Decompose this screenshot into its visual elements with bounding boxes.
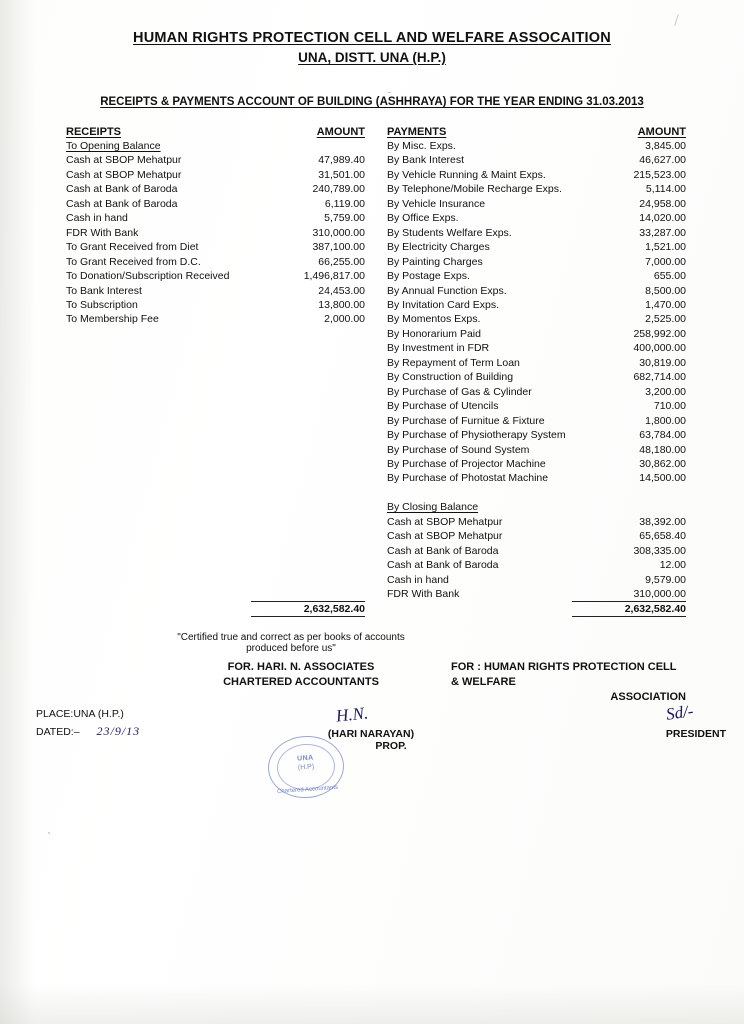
row-label: By Purchase of Projector Machine bbox=[387, 457, 546, 470]
row-label: Cash at SBOP Mehatpur bbox=[66, 168, 182, 181]
row-label: By Investment in FDR bbox=[387, 342, 490, 355]
row-amount: 48,180.00 bbox=[639, 443, 686, 456]
row-label: Cash in hand bbox=[66, 212, 128, 225]
row-amount: 2,525.00 bbox=[645, 313, 686, 326]
president-signature: Sd/- bbox=[664, 701, 695, 724]
section-spacer bbox=[387, 486, 686, 500]
row-amount: 9,579.00 bbox=[645, 573, 686, 586]
row-label: By Momentos Exps. bbox=[387, 313, 481, 326]
scan-artifact-2 bbox=[388, 92, 391, 93]
row-label: By Students Welfare Exps. bbox=[387, 226, 512, 239]
row-amount: 8,500.00 bbox=[645, 284, 686, 297]
scan-artifact-3 bbox=[48, 832, 50, 834]
row-amount: 3,200.00 bbox=[645, 385, 686, 398]
table-row bbox=[66, 226, 365, 240]
row-label: By Purchase of Utencils bbox=[387, 400, 499, 413]
row-label: By Repayment of Term Loan bbox=[387, 356, 520, 369]
receipts-opening-balance-amount bbox=[359, 139, 365, 153]
row-amount: 710.00 bbox=[653, 400, 686, 413]
date-value-handwritten: 23/9/13 bbox=[96, 724, 141, 738]
table-row bbox=[66, 312, 365, 326]
row-amount: 14,020.00 bbox=[639, 212, 686, 225]
table-row bbox=[387, 197, 686, 211]
row-label: Cash at SBOP Mehatpur bbox=[66, 154, 182, 167]
receipts-header-label: RECEIPTS bbox=[66, 126, 122, 138]
table-row bbox=[387, 153, 686, 167]
row-label: FDR With Bank bbox=[387, 588, 460, 601]
table-row bbox=[387, 544, 686, 558]
payments-closing-balance-amount bbox=[680, 500, 686, 514]
row-label: By Painting Charges bbox=[387, 255, 483, 268]
row-label: By Annual Function Exps. bbox=[387, 284, 507, 297]
stamp-line-2: (H.P) bbox=[297, 763, 315, 772]
row-label: By Vehicle Running & Maint Exps. bbox=[387, 168, 546, 181]
row-amount: 3,845.00 bbox=[645, 140, 686, 152]
row-label: By Construction of Building bbox=[387, 371, 514, 384]
table-row bbox=[387, 240, 686, 254]
row-label: By Vehicle Insurance bbox=[387, 197, 486, 210]
table-row bbox=[387, 312, 686, 326]
payments-closing-balance-row bbox=[387, 500, 686, 514]
payments-column bbox=[387, 126, 686, 601]
row-amount: 1,521.00 bbox=[645, 241, 686, 254]
row-label: Cash at Bank of Baroda bbox=[66, 183, 178, 196]
row-label: To Subscription bbox=[66, 298, 138, 311]
row-amount: 33,287.00 bbox=[639, 226, 686, 239]
table-row bbox=[387, 269, 686, 283]
row-label: Cash at Bank of Baroda bbox=[387, 544, 499, 557]
table-row bbox=[387, 385, 686, 399]
place-date-block bbox=[36, 706, 140, 741]
row-amount: 66,255.00 bbox=[318, 255, 365, 268]
row-label: FDR With Bank bbox=[66, 226, 139, 239]
scan-artifact-1 bbox=[674, 14, 679, 26]
row-label: By Postage Exps. bbox=[387, 270, 470, 283]
row-label: By Bank Interest bbox=[387, 154, 465, 167]
row-label: To Bank Interest bbox=[66, 284, 142, 297]
receipts-column-header bbox=[66, 126, 365, 138]
president-label: PRESIDENT bbox=[665, 728, 726, 740]
table-row bbox=[387, 298, 686, 312]
row-amount: 65,658.40 bbox=[639, 530, 686, 543]
row-label: Cash at Bank of Baroda bbox=[387, 559, 499, 572]
row-amount: 387,100.00 bbox=[312, 241, 365, 254]
organization-title: HUMAN RIGHTS PROTECTION CELL AND WELFARE ASSOCAITION bbox=[133, 30, 611, 46]
date-line bbox=[36, 723, 140, 741]
date-label: DATED:– bbox=[36, 726, 80, 738]
table-row bbox=[387, 515, 686, 529]
table-row bbox=[387, 182, 686, 196]
auditor-firm bbox=[186, 660, 416, 690]
row-amount: 24,453.00 bbox=[318, 284, 365, 297]
receipts-total-cell bbox=[66, 601, 365, 617]
auditor-signature: H.N. bbox=[335, 703, 370, 726]
row-amount: 2,000.00 bbox=[324, 313, 365, 326]
stamp-line-3: Chartered Accountants bbox=[276, 784, 339, 796]
table-row bbox=[387, 255, 686, 269]
row-amount: 6,119.00 bbox=[324, 197, 365, 210]
row-amount: 13,800.00 bbox=[318, 298, 365, 311]
row-label: By Purchase of Gas & Cylinder bbox=[387, 385, 532, 398]
table-row bbox=[66, 182, 365, 196]
statement-title: RECEIPTS & PAYMENTS ACCOUNT OF BUILDING (ASHHRAYA) FOR THE YEAR ENDING 31.03.2013 bbox=[100, 96, 644, 108]
row-amount: 5,759.00 bbox=[324, 212, 365, 225]
row-amount: 63,784.00 bbox=[639, 429, 686, 442]
row-label: By Telephone/Mobile Recharge Exps. bbox=[387, 183, 562, 196]
certification-block bbox=[66, 632, 686, 703]
table-row bbox=[66, 211, 365, 225]
row-amount: 5,114.00 bbox=[645, 183, 686, 196]
receipts-opening-balance-label: To Opening Balance bbox=[66, 140, 161, 152]
row-label: By Purchase of Photostat Machine bbox=[387, 472, 549, 485]
table-row bbox=[387, 139, 686, 153]
row-label: By Electricity Charges bbox=[387, 241, 490, 254]
receipts-column bbox=[66, 126, 365, 601]
table-row bbox=[387, 211, 686, 225]
table-row bbox=[387, 457, 686, 471]
table-row bbox=[387, 341, 686, 355]
certification-line-1: "Certified true and correct as per books of accounts bbox=[177, 632, 405, 643]
table-row bbox=[66, 153, 365, 167]
table-row bbox=[66, 255, 365, 269]
table-row bbox=[387, 558, 686, 572]
table-row bbox=[387, 226, 686, 240]
row-label: By Office Exps. bbox=[387, 212, 459, 225]
row-amount: 47,989.40 bbox=[318, 154, 365, 167]
firm-block bbox=[66, 660, 686, 703]
row-amount: 655.00 bbox=[653, 270, 686, 283]
client-organization bbox=[451, 660, 686, 705]
row-label: Cash at SBOP Mehatpur bbox=[387, 530, 503, 543]
row-amount: 24,958.00 bbox=[639, 197, 686, 210]
ledger-table bbox=[66, 126, 686, 601]
row-label: To Donation/Subscription Received bbox=[66, 270, 230, 283]
row-amount: 30,819.00 bbox=[639, 356, 686, 369]
receipts-opening-balance-row bbox=[66, 139, 365, 153]
organization-location: UNA, DISTT. UNA (H.P.) bbox=[298, 50, 446, 65]
auditor-designation: PROP. bbox=[375, 740, 407, 752]
receipts-total-amount: 2,632,582.40 bbox=[251, 601, 365, 617]
row-amount: 30,862.00 bbox=[639, 457, 686, 470]
row-label: To Grant Received from Diet bbox=[66, 241, 199, 254]
table-row bbox=[387, 471, 686, 485]
table-row bbox=[66, 298, 365, 312]
table-row bbox=[387, 284, 686, 298]
table-row bbox=[387, 168, 686, 182]
row-label: Cash at Bank of Baroda bbox=[66, 197, 178, 210]
table-row bbox=[387, 529, 686, 543]
row-label: By Misc. Exps. bbox=[387, 140, 456, 152]
row-amount: 400,000.00 bbox=[633, 342, 686, 355]
payments-closing-balance-label: By Closing Balance bbox=[387, 501, 479, 514]
table-row bbox=[387, 587, 686, 601]
payments-total-amount: 2,632,582.40 bbox=[572, 601, 686, 617]
table-row bbox=[387, 428, 686, 442]
client-organization-line-2: ASSOCIATION bbox=[610, 691, 686, 703]
row-amount: 682,714.00 bbox=[633, 371, 686, 384]
payments-column-header bbox=[387, 126, 686, 138]
table-row bbox=[387, 370, 686, 384]
table-row bbox=[66, 240, 365, 254]
row-amount: 240,789.00 bbox=[312, 183, 365, 196]
auditor-firm-designation: CHARTERED ACCOUNTANTS bbox=[223, 676, 379, 688]
place-label: PLACE:UNA (H.P.) bbox=[36, 708, 124, 720]
table-row bbox=[66, 168, 365, 182]
row-amount: 1,800.00 bbox=[645, 414, 686, 427]
row-amount: 258,992.00 bbox=[633, 327, 686, 340]
row-label: To Membership Fee bbox=[66, 313, 159, 326]
row-amount: 1,470.00 bbox=[645, 298, 686, 311]
table-row bbox=[66, 197, 365, 211]
table-row bbox=[387, 443, 686, 457]
row-label: By Invitation Card Exps. bbox=[387, 298, 500, 311]
auditor-name: (HARI NARAYAN) bbox=[327, 728, 415, 740]
receipts-header-amount: AMOUNT bbox=[316, 126, 365, 138]
president-label-block bbox=[596, 728, 726, 740]
row-amount: 215,523.00 bbox=[633, 168, 686, 181]
table-row bbox=[387, 327, 686, 341]
table-row bbox=[66, 284, 365, 298]
row-label: By Purchase of Furnitue & Fixture bbox=[387, 414, 545, 427]
table-row bbox=[387, 414, 686, 428]
row-label: To Grant Received from D.C. bbox=[66, 255, 201, 268]
row-amount: 1,496,817.00 bbox=[303, 270, 365, 283]
stamp-line-1: UNA bbox=[296, 754, 314, 763]
row-label: By Honorarium Paid bbox=[387, 327, 481, 340]
table-row bbox=[387, 399, 686, 413]
row-amount: 310,000.00 bbox=[633, 588, 686, 601]
auditor-firm-name: FOR. HARI. N. ASSOCIATES bbox=[227, 661, 375, 673]
row-label: By Purchase of Physiotherapy System bbox=[387, 429, 566, 442]
totals-row bbox=[66, 601, 686, 617]
table-row bbox=[66, 269, 365, 283]
row-amount: 38,392.00 bbox=[639, 515, 686, 528]
row-amount: 46,627.00 bbox=[639, 154, 686, 167]
row-label: Cash in hand bbox=[387, 573, 449, 586]
row-amount: 12.00 bbox=[659, 559, 686, 572]
row-label: By Purchase of Sound System bbox=[387, 443, 530, 456]
payments-header-amount: AMOUNT bbox=[637, 126, 686, 138]
table-row bbox=[387, 356, 686, 370]
payments-total-cell bbox=[387, 601, 686, 617]
row-amount: 14,500.00 bbox=[639, 472, 686, 485]
row-amount: 310,000.00 bbox=[312, 226, 365, 239]
row-amount: 308,335.00 bbox=[633, 544, 686, 557]
row-amount: 31,501.00 bbox=[318, 168, 365, 181]
client-organization-line-1: FOR : HUMAN RIGHTS PROTECTION CELL & WELFARE bbox=[451, 661, 677, 688]
row-label: Cash at SBOP Mehatpur bbox=[387, 515, 503, 528]
row-amount: 7,000.00 bbox=[645, 255, 686, 268]
table-row bbox=[387, 573, 686, 587]
payments-header-label: PAYMENTS bbox=[387, 126, 447, 138]
certification-line-2: produced before us" bbox=[246, 643, 336, 654]
